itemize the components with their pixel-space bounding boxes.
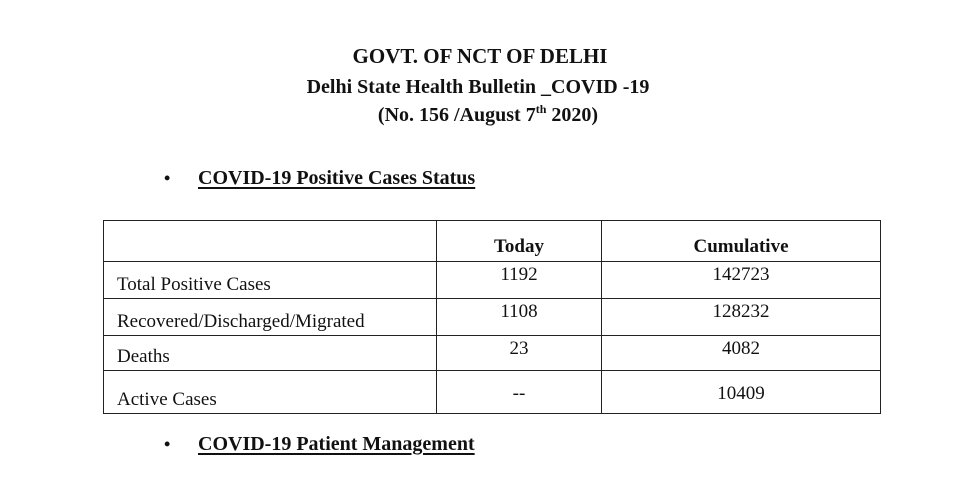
bullet-icon: • (164, 168, 171, 188)
table-header-cumulative: Cumulative (602, 221, 881, 262)
positive-cases-table (103, 220, 881, 414)
table-row (104, 371, 881, 414)
cumulative-value: 142723 (602, 262, 881, 299)
section-positive-cases-title: COVID-19 Positive Cases Status (198, 167, 476, 189)
today-value: 23 (437, 336, 602, 371)
cumulative-value: 128232 (602, 299, 881, 336)
bulletin-number-prefix: (No. 156 /August 7 (377, 104, 536, 126)
table-row (104, 262, 881, 299)
table-header-row (104, 221, 881, 262)
row-label: Recovered/Discharged/Migrated (104, 299, 437, 336)
bulletin-authority-heading: GOVT. OF NCT OF DELHI (352, 44, 608, 68)
bullet-icon: • (164, 434, 171, 454)
section-patient-management-title: COVID-19 Patient Management (198, 433, 475, 455)
today-value: 1192 (437, 262, 602, 299)
row-label: Deaths (104, 336, 437, 371)
row-label: Active Cases (104, 371, 437, 414)
cumulative-value: 10409 (602, 371, 881, 414)
row-label: Total Positive Cases (104, 262, 437, 299)
date-ordinal-suffix: th (535, 102, 547, 116)
table-row (104, 336, 881, 371)
today-value: 1108 (437, 299, 602, 336)
table-row (104, 299, 881, 336)
table-header-blank (104, 221, 437, 262)
section-positive-cases (164, 167, 475, 190)
table-header-today: Today (437, 221, 602, 262)
cumulative-value: 4082 (602, 336, 881, 371)
today-value: -- (437, 371, 602, 414)
bulletin-title: Delhi State Health Bulletin _COVID -19 (306, 76, 650, 98)
bulletin-number-date (6, 104, 964, 127)
bulletin-year: 2020) (546, 104, 599, 126)
section-patient-management (164, 433, 475, 456)
